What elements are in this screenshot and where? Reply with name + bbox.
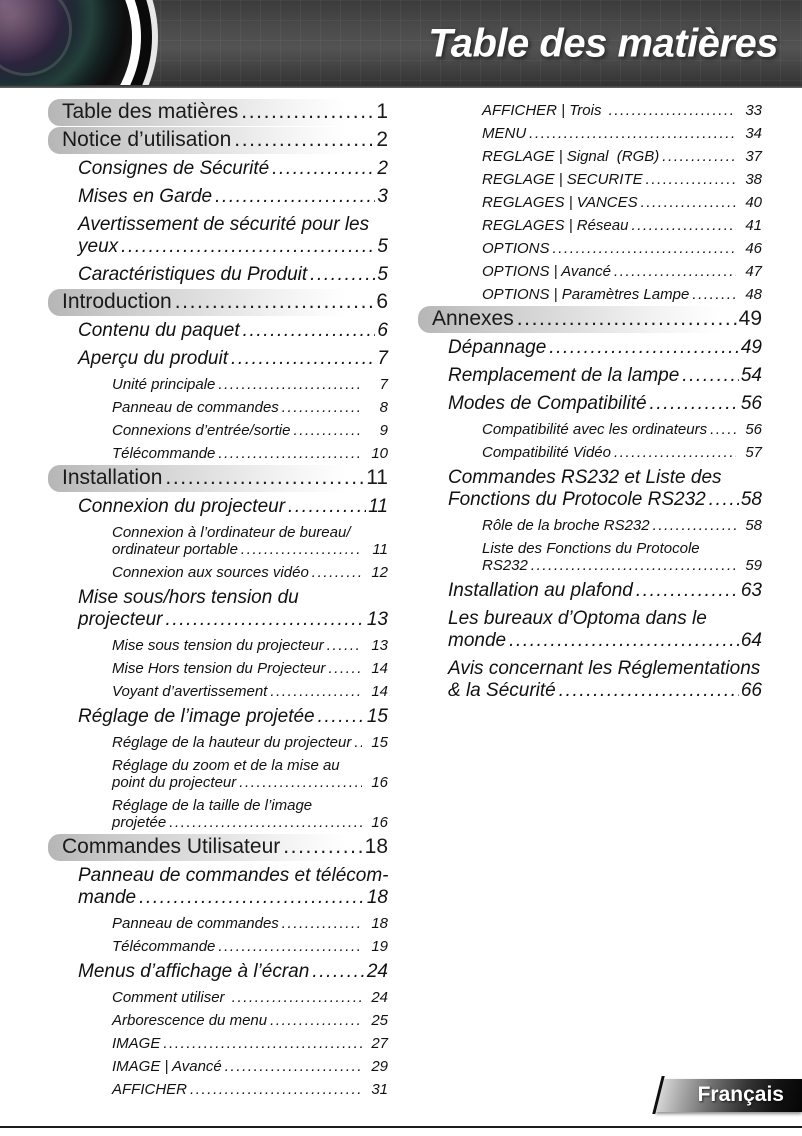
toc-entry-connexion-a-l-ordinateur-de-bureau[interactable] <box>48 521 388 561</box>
toc-leader-dots <box>614 444 736 461</box>
toc-entry-title: OPTIONS | Avancé <box>482 263 611 280</box>
toc-entry-mise-hors-tension-du-projecteur[interactable] <box>48 657 388 680</box>
toc-entry-page: 10 <box>371 445 388 462</box>
page-header <box>0 0 802 88</box>
toc-leader-dots <box>609 102 736 119</box>
toc-entry-title: REGLAGE | Signal (RGB) <box>482 148 660 165</box>
toc-entry-introduction[interactable] <box>48 289 388 316</box>
toc-entry-page: 11 <box>372 541 388 558</box>
toc-entry-commandes-rs232-et-liste-des[interactable] <box>418 464 762 514</box>
toc-entry-title: Unité principale <box>112 376 216 393</box>
toc-leader-dots <box>641 194 736 211</box>
toc-entry-page: 49 <box>738 307 762 330</box>
toc-entry-title: Mise Hors tension du Projecteur <box>112 660 326 677</box>
toc-entry-page: 37 <box>745 148 762 165</box>
toc-leader-dots <box>293 422 362 439</box>
toc-entry-table-des-matieres[interactable] <box>48 99 388 126</box>
toc-entry-title: AFFICHER <box>112 1081 187 1098</box>
toc-leader-dots <box>121 236 375 258</box>
toc-entry-title: Table des matières <box>62 100 239 123</box>
toc-entry-title: Réglage de la hauteur du projecteur <box>112 734 352 751</box>
toc-entry-mise-sous-tension-du-projecteur[interactable] <box>48 634 388 657</box>
toc-entry-title-line1: Panneau de commandes et télécom- <box>78 865 389 886</box>
toc-leader-dots <box>215 186 375 208</box>
toc-leader-dots <box>553 240 736 257</box>
toc-leader-dots <box>531 557 736 574</box>
toc-leader-dots <box>270 683 362 700</box>
toc-leader-dots <box>650 393 739 415</box>
toc-entry-reglage-du-zoom-et-de-la-mise-au[interactable] <box>48 754 388 794</box>
toc-leader-dots <box>327 637 362 654</box>
toc-entry-page: 11 <box>366 466 388 489</box>
toc-entry-page: 14 <box>371 660 388 677</box>
toc-entry-page: 24 <box>371 989 388 1006</box>
toc-entry-title: Menus d’affichage à l’écran <box>78 961 310 982</box>
toc-entry-page: 19 <box>371 938 388 955</box>
toc-entry-page: 34 <box>745 125 762 142</box>
toc-entry-reglage-signal-rgb[interactable] <box>418 145 762 168</box>
toc-leader-dots <box>163 1035 362 1052</box>
toc-leader-dots <box>517 307 737 331</box>
toc-entry-title: Introduction <box>62 290 172 313</box>
toc-entry-title-line1: Mise sous/hors tension du <box>78 587 299 608</box>
toc-entry-installation-au-plafond[interactable] <box>418 577 762 605</box>
toc-entry-title: projetée <box>112 814 167 831</box>
toc-entry-page: 47 <box>745 263 762 280</box>
toc-leader-dots <box>312 961 365 983</box>
toc-entry-page: 24 <box>366 961 388 982</box>
toc-leader-dots <box>288 496 366 518</box>
toc-entry-title: REGLAGES | Réseau <box>482 217 629 234</box>
toc-leader-dots <box>354 734 362 751</box>
toc-entry-page: 16 <box>371 774 388 791</box>
toc-entry-connexion-du-projecteur[interactable] <box>48 493 388 521</box>
toc-entry-page: 29 <box>371 1058 388 1075</box>
toc-entry-les-bureaux-d-optoma-dans-le[interactable] <box>418 605 762 655</box>
toc-entry-title: Mise sous tension du projecteur <box>112 637 324 654</box>
toc-entry-options-parametres-lampe[interactable] <box>418 283 762 306</box>
toc-entry-title: Comment utiliser <box>112 989 229 1006</box>
page-title: Table des matières <box>428 21 778 66</box>
toc-leader-dots <box>232 989 362 1006</box>
toc-entry-mises-en-garde[interactable] <box>48 183 388 211</box>
toc-entry-unite-principale[interactable] <box>48 373 388 396</box>
toc-entry-title: Aperçu du produit <box>78 348 228 369</box>
toc-entry-page: 6 <box>377 320 388 341</box>
toc-entry-panneau-de-commandes[interactable] <box>48 396 388 419</box>
toc-entry-page: 14 <box>371 683 388 700</box>
toc-leader-dots <box>169 814 362 831</box>
toc-entry-page: 15 <box>366 706 388 727</box>
toc-entry-title: REGLAGE | SECURITE <box>482 171 643 188</box>
toc-leader-dots <box>218 445 362 462</box>
toc-entry-telecommande[interactable] <box>48 935 388 958</box>
toc-leader-dots <box>636 580 739 602</box>
toc-leader-dots <box>165 466 364 490</box>
toc-leader-dots <box>239 774 362 791</box>
toc-entry-title-line1: Avertissement de sécurité pour les <box>78 214 370 235</box>
toc-entry-notice-d-utilisation[interactable] <box>48 127 388 154</box>
projector-lens-icon <box>0 0 132 88</box>
toc-column-left <box>48 99 388 1101</box>
toc-entry-depannage[interactable] <box>418 334 762 362</box>
toc-entry-page: 54 <box>740 365 762 386</box>
toc-entry-page: 48 <box>745 286 762 303</box>
toc-entry-annexes[interactable] <box>418 306 762 333</box>
toc-entry-page: 64 <box>740 630 762 651</box>
toc-entry-page: 13 <box>371 637 388 654</box>
toc-entry-commandes-utilisateur[interactable] <box>48 834 388 861</box>
footer-divider <box>0 1126 802 1128</box>
toc-entry-title: OPTIONS <box>482 240 550 257</box>
toc-entry-menu[interactable] <box>418 122 762 145</box>
toc-entry-title: Fonctions du Protocole RS232 <box>448 489 706 510</box>
toc-entry-page: 49 <box>740 337 762 358</box>
toc-entry-caracteristiques-du-produit[interactable] <box>48 261 388 289</box>
toc-entry-title: Panneau de commandes <box>112 399 279 416</box>
toc-entry-connexion-aux-sources-video[interactable] <box>48 561 388 584</box>
toc-entry-title: Arborescence du menu <box>112 1012 268 1029</box>
toc-entry-reglages-reseau[interactable] <box>418 214 762 237</box>
toc-entry-title: Connexions d’entrée/sortie <box>112 422 291 439</box>
toc-leader-dots <box>682 365 739 387</box>
toc-entry-avertissement-de-securite-pour-les[interactable] <box>48 211 388 261</box>
toc-entry-title-line1: Connexion à l’ordinateur de bureau/ <box>112 524 351 541</box>
toc-entry-title: MENU <box>482 125 527 142</box>
toc-entry-role-de-la-broche-rs232[interactable] <box>418 514 762 537</box>
toc-entry-voyant-d-avertissement[interactable] <box>48 680 388 703</box>
toc-entry-page: 6 <box>376 290 388 313</box>
toc-entry-title: Compatibilité avec les ordinateurs <box>482 421 708 438</box>
toc-entry-title-line1: Liste des Fonctions du Protocole <box>482 540 700 557</box>
toc-entry-page: 46 <box>745 240 762 257</box>
toc-entry-reglage-de-l-image-projetee[interactable] <box>48 703 388 731</box>
toc-entry-menus-d-affichage-a-l-ecran[interactable] <box>48 958 388 986</box>
toc-entry-page: 27 <box>371 1035 388 1052</box>
toc-entry-page: 56 <box>745 421 762 438</box>
toc-entry-page: 7 <box>377 348 388 369</box>
toc-entry-panneau-de-commandes[interactable] <box>48 912 388 935</box>
toc-leader-dots <box>283 835 362 859</box>
toc-entry-liste-des-fonctions-du-protocole[interactable] <box>418 537 762 577</box>
toc-entry-apercu-du-produit[interactable] <box>48 345 388 373</box>
toc-leader-dots <box>631 217 736 234</box>
toc-entry-title: Remplacement de la lampe <box>448 365 680 386</box>
toc-entry-panneau-de-commandes-et-telecom[interactable] <box>48 862 388 912</box>
toc-leader-dots <box>234 128 374 152</box>
toc-leader-dots <box>282 915 362 932</box>
toc-entry-title: & la Sécurité <box>448 680 556 701</box>
toc-entry-title: RS232 <box>482 557 528 574</box>
toc-entry-afficher-trois[interactable] <box>418 99 762 122</box>
toc-entry-title: Contenu du paquet <box>78 320 240 341</box>
toc-entry-title: Télécommande <box>112 938 216 955</box>
toc-entry-page: 15 <box>371 734 388 751</box>
toc-leader-dots <box>549 337 739 359</box>
toc-entry-title: mande <box>78 887 137 908</box>
toc-entry-title: Modes de Compatibilité <box>448 393 647 414</box>
toc-entry-title: Consignes de Sécurité <box>78 158 270 179</box>
toc-entry-title: ordinateur portable <box>112 541 238 558</box>
toc-entry-title: yeux <box>78 236 119 257</box>
toc-entry-connexions-d-entree-sortie[interactable] <box>48 419 388 442</box>
toc-leader-dots <box>662 148 736 165</box>
toc-entry-page: 5 <box>377 264 388 285</box>
toc-entry-title: Notice d’utilisation <box>62 128 232 151</box>
toc-entry-title: IMAGE | Avancé <box>112 1058 222 1075</box>
toc-leader-dots <box>709 489 739 511</box>
toc-leader-dots <box>282 399 362 416</box>
toc-entry-page: 2 <box>377 158 388 179</box>
toc-entry-title: projecteur <box>78 609 163 630</box>
toc-entry-page: 57 <box>745 444 762 461</box>
toc-entry-title: monde <box>448 630 507 651</box>
toc-leader-dots <box>318 706 365 728</box>
toc-entry-page: 58 <box>745 517 762 534</box>
toc-entry-mise-sous-hors-tension-du[interactable] <box>48 584 388 634</box>
toc-entry-telecommande[interactable] <box>48 442 388 465</box>
toc-leader-dots <box>218 376 362 393</box>
toc-entry-comment-utiliser[interactable] <box>48 986 388 1009</box>
toc-leader-dots <box>646 171 736 188</box>
toc-leader-dots <box>692 286 736 303</box>
toc-leader-dots <box>328 660 362 677</box>
toc-entry-title: IMAGE <box>112 1035 161 1052</box>
toc-entry-page: 9 <box>379 422 388 439</box>
toc-entry-reglage-de-la-taille-de-l-image[interactable] <box>48 794 388 834</box>
toc-entry-page: 18 <box>364 835 388 858</box>
toc-entry-page: 56 <box>740 393 762 414</box>
toc-entry-page: 59 <box>745 557 762 574</box>
toc-entry-title: Connexion aux sources vidéo <box>112 564 309 581</box>
toc-entry-title: point du projecteur <box>112 774 237 791</box>
toc-leader-dots <box>559 680 739 702</box>
toc-leader-dots <box>241 541 362 558</box>
toc-entry-page: 18 <box>371 915 388 932</box>
toc-column-right <box>418 99 762 705</box>
toc-entry-page: 25 <box>371 1012 388 1029</box>
toc-entry-page: 31 <box>371 1081 388 1098</box>
language-label: Français <box>697 1083 784 1106</box>
toc-entry-page: 1 <box>376 100 388 123</box>
toc-entry-title: AFFICHER | Trois <box>482 102 606 119</box>
toc-leader-dots <box>243 320 376 342</box>
toc-entry-page: 5 <box>377 236 388 257</box>
toc-entry-title-line1: Les bureaux d’Optoma dans le <box>448 608 707 629</box>
toc-entry-page: 13 <box>366 609 388 630</box>
toc-entry-title: OPTIONS | Paramètres Lampe <box>482 286 690 303</box>
toc-entry-title-line1: Réglage du zoom et de la mise au <box>112 757 340 774</box>
toc-leader-dots <box>310 264 375 286</box>
page-footer <box>0 1060 802 1136</box>
toc-entry-page: 7 <box>379 376 388 393</box>
toc-entry-title-line1: Réglage de la taille de l’image <box>112 797 313 814</box>
toc-entry-page: 33 <box>745 102 762 119</box>
toc-entry-consignes-de-securite[interactable] <box>48 155 388 183</box>
toc-entry-title: Rôle de la broche RS232 <box>482 517 650 534</box>
toc-entry-title-line1: Avis concernant les Réglementations <box>448 658 761 679</box>
toc-entry-page: 11 <box>368 496 388 517</box>
toc-entry-reglage-securite[interactable] <box>418 168 762 191</box>
toc-entry-page: 2 <box>376 128 388 151</box>
toc-entry-title: Voyant d’avertissement <box>112 683 268 700</box>
toc-entry-title: Caractéristiques du Produit <box>78 264 308 285</box>
toc-entry-page: 58 <box>740 489 762 510</box>
toc-entry-title: Mises en Garde <box>78 186 213 207</box>
toc-leader-dots <box>241 100 374 124</box>
toc-entry-page: 12 <box>371 564 388 581</box>
toc-leader-dots <box>139 887 365 909</box>
toc-entry-title: Télécommande <box>112 445 216 462</box>
toc-entry-image[interactable] <box>48 1032 388 1055</box>
toc-leader-dots <box>166 609 365 631</box>
toc-leader-dots <box>272 158 375 180</box>
toc-entry-page: 41 <box>745 217 762 234</box>
toc-leader-dots <box>270 1012 362 1029</box>
toc-entry-page: 8 <box>379 399 388 416</box>
toc-entry-modes-de-compatibilite[interactable] <box>418 390 762 418</box>
toc-entry-page: 3 <box>377 186 388 207</box>
toc-entry-title: Panneau de commandes <box>112 915 279 932</box>
toc-entry-arborescence-du-menu[interactable] <box>48 1009 388 1032</box>
toc-entry-title: Installation <box>62 466 163 489</box>
toc-entry-options-avance[interactable] <box>418 260 762 283</box>
toc-entry-page: 66 <box>740 680 762 701</box>
toc-leader-dots <box>231 348 375 370</box>
toc-entry-title: Compatibilité Vidéo <box>482 444 611 461</box>
toc-entry-page: 16 <box>371 814 388 831</box>
toc-entry-options[interactable] <box>418 237 762 260</box>
toc-entry-page: 40 <box>745 194 762 211</box>
toc-entry-page: 38 <box>745 171 762 188</box>
toc-leader-dots <box>218 938 362 955</box>
toc-leader-dots <box>509 630 739 652</box>
toc-entry-reglage-de-la-hauteur-du-projecteur[interactable] <box>48 731 388 754</box>
toc-leader-dots <box>614 263 736 280</box>
toc-entry-compatibilite-avec-les-ordinateurs[interactable] <box>418 418 762 441</box>
toc-entry-avis-concernant-les-reglementations[interactable] <box>418 655 762 705</box>
toc-leader-dots <box>653 517 736 534</box>
toc-entry-title: Connexion du projecteur <box>78 496 286 517</box>
toc-entry-title: Réglage de l’image projetée <box>78 706 315 727</box>
toc-leader-dots <box>312 564 362 581</box>
toc-entry-remplacement-de-la-lampe[interactable] <box>418 362 762 390</box>
toc-entry-installation[interactable] <box>48 465 388 492</box>
toc-leader-dots <box>529 125 736 142</box>
toc-entry-page: 63 <box>740 580 762 601</box>
toc-entry-title-line1: Commandes RS232 et Liste des <box>448 467 722 488</box>
toc-entry-title: Dépannage <box>448 337 547 358</box>
toc-entry-title: REGLAGES | VANCES <box>482 194 638 211</box>
toc-entry-title: Installation au plafond <box>448 580 633 601</box>
toc-entry-title: Annexes <box>432 307 514 330</box>
toc-leader-dots <box>175 290 375 314</box>
toc-entry-page: 18 <box>366 887 388 908</box>
toc-entry-reglages-vances[interactable] <box>418 191 762 214</box>
toc-entry-contenu-du-paquet[interactable] <box>48 317 388 345</box>
toc-entry-compatibilite-video[interactable] <box>418 441 762 464</box>
toc-entry-title: Commandes Utilisateur <box>62 835 281 858</box>
toc-leader-dots <box>710 421 736 438</box>
